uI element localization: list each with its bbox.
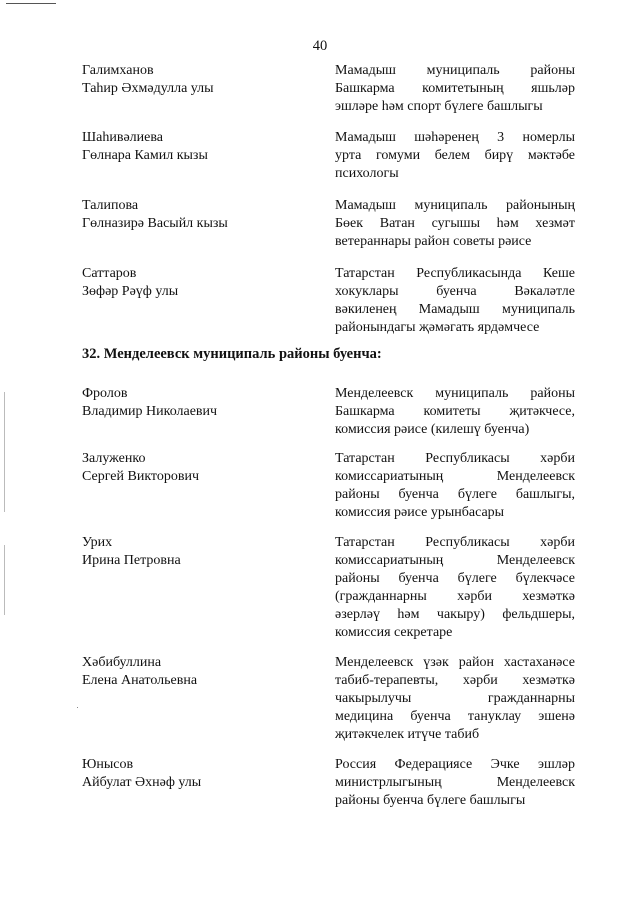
position-description [335, 756, 575, 810]
page-number: 40 [312, 38, 328, 54]
role-line: комиссия рәисе (килешү буенча) [335, 422, 530, 437]
role-line: ветераннары район советы рәисе [335, 234, 532, 249]
person-name [82, 654, 312, 690]
person-name [82, 534, 312, 570]
role-line: Мамадыш муниципаль районының [335, 198, 575, 213]
given-name: Владимир Николаевич [82, 404, 218, 419]
section-heading: 32. Менделеевск муниципаль районы буенча: [82, 346, 382, 362]
position-description [335, 654, 575, 744]
person-name [82, 62, 312, 98]
surname: Юнысов [82, 757, 134, 772]
role-line: Менделеевск муниципаль районы [335, 386, 575, 401]
role-line: комиссариатының Менделеевск [335, 553, 575, 568]
role-line: министрлыгының Менделеевск [335, 775, 575, 790]
surname: Талипова [82, 198, 139, 213]
role-line: Татарстан Республикасы хәрби [335, 451, 575, 466]
role-line: комиссия секретаре [335, 625, 453, 640]
surname: Урих [82, 535, 113, 550]
role-line: медицина буенча тануклау эшенә [335, 709, 575, 724]
role-line: психологы [335, 166, 399, 181]
role-line: Татарстан Республикасында Кеше [335, 266, 575, 281]
role-line: (гражданнарны хәрби хезмәткә [335, 589, 575, 604]
role-line: әзерләү һәм чакыру) фельдшеры, [335, 607, 575, 622]
role-line: табиб-терапевты, хәрби хезмәткә [335, 673, 575, 688]
role-line: урта гомуми белем бирү мәктәбе [335, 148, 575, 163]
person-name [82, 129, 312, 165]
role-line: Башкарма комитетының яшьләр [335, 81, 575, 96]
role-line: Татарстан Республикасы хәрби [335, 535, 575, 550]
person-name [82, 385, 312, 421]
role-line: комиссариатының Менделеевск [335, 469, 575, 484]
person-name [82, 450, 312, 486]
position-description [335, 534, 575, 642]
surname: Галимханов [82, 63, 154, 78]
given-name: Зөфәр Рәүф улы [82, 284, 179, 299]
given-name: Ирина Петровна [82, 553, 181, 568]
role-line: районы буенча бүлеге бүлекчәсе [335, 571, 575, 586]
role-line: хокуклары буенча Вәкаләтле [335, 284, 575, 299]
position-description [335, 129, 575, 183]
given-name: Елена Анатольевна [82, 673, 198, 688]
given-name: Гөлнара Камил кызы [82, 148, 208, 163]
position-description [335, 265, 575, 337]
position-description [335, 385, 575, 439]
margin-mark [4, 392, 5, 512]
role-line: районындагы җәмәгать ярдәмчесе [335, 320, 540, 335]
surname: Хәбибуллина [82, 655, 162, 670]
surname: Фролов [82, 386, 128, 401]
role-line: Бөек Ватан сугышы һәм хезмәт [335, 216, 575, 231]
role-line: районы буенча бүлеге башлыгы, [335, 487, 575, 502]
role-line: Россия Федерациясе Эчке эшләр [335, 757, 575, 772]
surname: Саттаров [82, 266, 137, 281]
surname: Шаһивәлиева [82, 130, 163, 145]
given-name: Таһир Әхмәдулла улы [82, 81, 214, 96]
surname: Залуженко [82, 451, 146, 466]
given-name: Сергей Викторович [82, 469, 200, 484]
role-line: Мамадыш шәһәренең 3 номерлы [335, 130, 575, 145]
given-name: Гөлназирә Васыйл кызы [82, 216, 228, 231]
top-rule-line [6, 3, 56, 4]
scan-speck [77, 707, 78, 708]
margin-mark [4, 545, 5, 615]
role-line: чакырылучы гражданнарны [335, 691, 575, 706]
person-name [82, 756, 312, 792]
position-description [335, 62, 575, 116]
role-line: эшләре һәм спорт бүлеге башлыгы [335, 99, 543, 114]
role-line: районы буенча бүлеге башлыгы [335, 793, 526, 808]
person-name [82, 197, 312, 233]
position-description [335, 197, 575, 251]
role-line: Башкарма комитеты җитәкчесе, [335, 404, 575, 419]
role-line: Менделеевск үзәк район хастаханәсе [335, 655, 575, 670]
given-name: Айбулат Әхнәф улы [82, 775, 202, 790]
role-line: вәкиленең Мамадыш муниципаль [335, 302, 575, 317]
role-line: җитәкчелек итүче табиб [335, 727, 480, 742]
position-description [335, 450, 575, 522]
person-name [82, 265, 312, 301]
role-line: Мамадыш муниципаль районы [335, 63, 575, 78]
role-line: комиссия рәисе урынбасары [335, 505, 505, 520]
